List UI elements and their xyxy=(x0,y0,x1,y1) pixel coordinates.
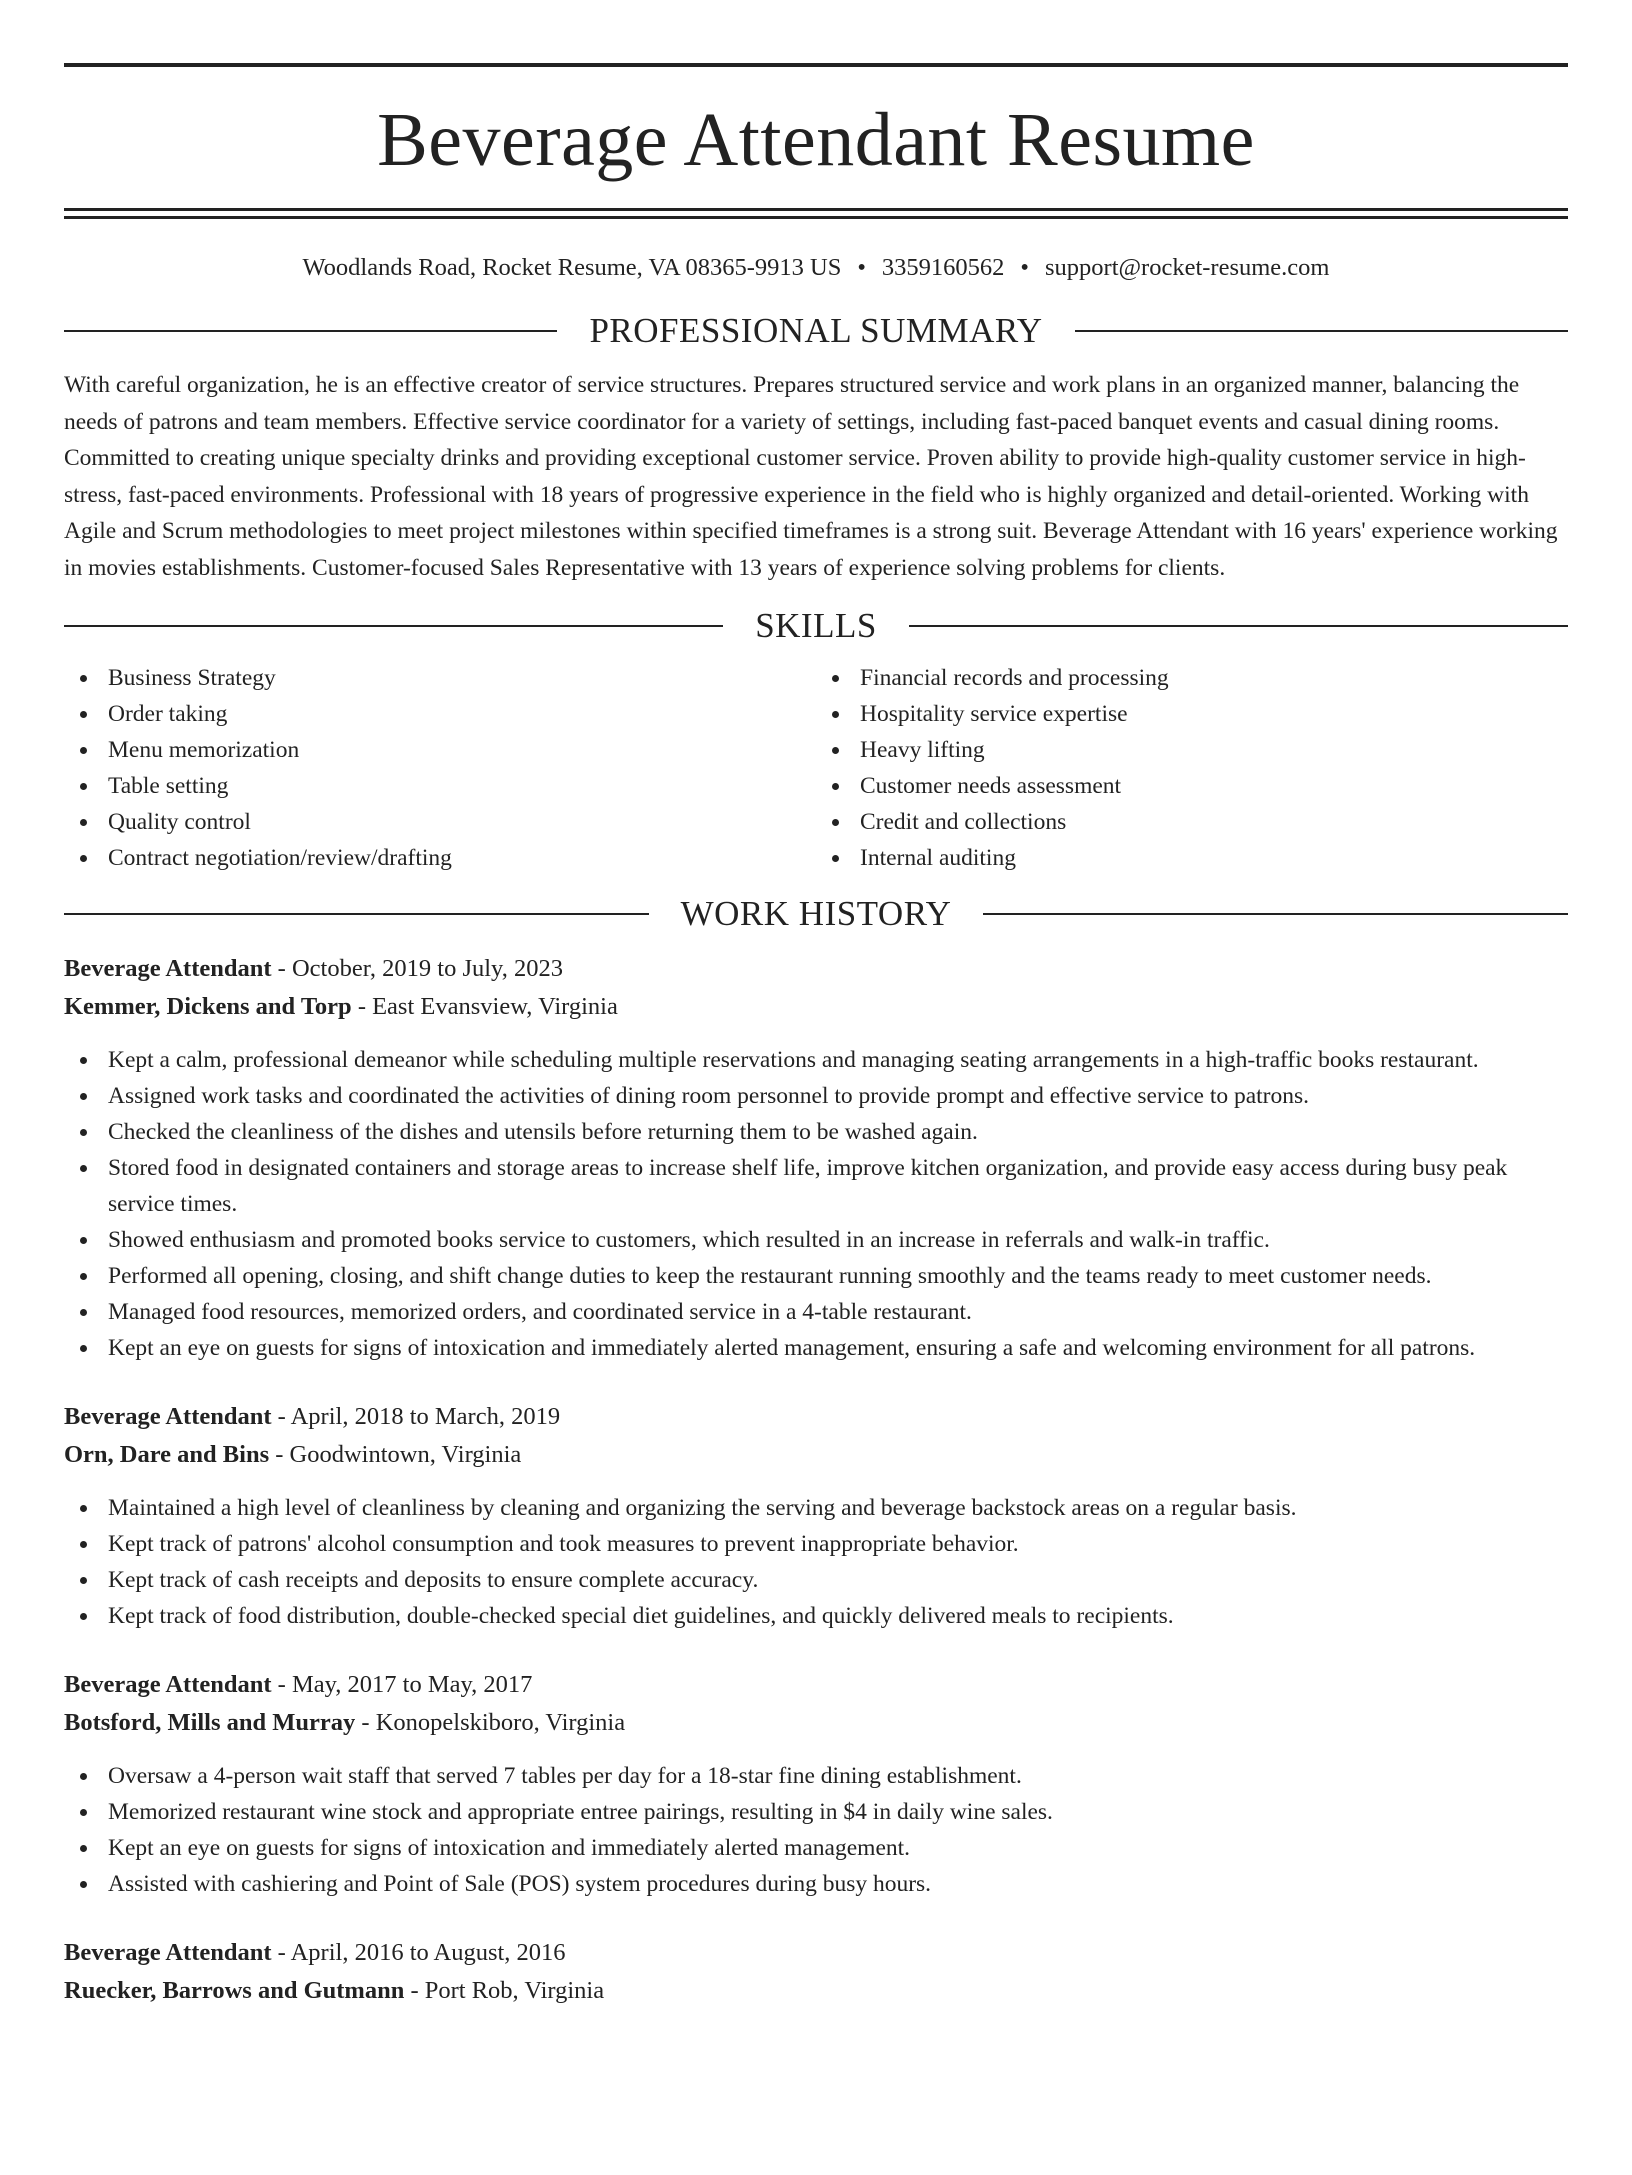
job-bullets xyxy=(64,1042,1568,1366)
job-bullet: Kept a calm, professional demeanor while scheduling multiple reservations and managing seating arrangements in a high-traffic books restaurant. xyxy=(108,1042,1568,1078)
resume-page xyxy=(0,63,1632,2175)
skill-item: Financial records and processing xyxy=(860,660,1568,696)
job-bullet: Kept an eye on guests for signs of intoxication and immediately alerted management, ensuring a safe and welcoming environment for all patrons. xyxy=(108,1330,1568,1366)
skill-item: Hospitality service expertise xyxy=(860,696,1568,732)
job-title: Beverage Attendant xyxy=(64,1939,272,1966)
heading-rule xyxy=(1075,330,1568,332)
heading-rule xyxy=(64,330,557,332)
job-title: Beverage Attendant xyxy=(64,955,272,982)
skills-column-left xyxy=(64,660,816,876)
job-bullet: Showed enthusiasm and promoted books service to customers, which resulted in an increase in referrals and walk-in traffic. xyxy=(108,1222,1568,1258)
job-entry xyxy=(64,950,1568,1366)
job-bullet: Oversaw a 4-person wait staff that served 7 tables per day for a 18-star fine dining establishment. xyxy=(108,1758,1568,1794)
job-bullet: Checked the cleanliness of the dishes and utensils before returning them to be washed again. xyxy=(108,1114,1568,1150)
skill-item: Business Strategy xyxy=(108,660,816,696)
job-location: - Goodwintown, Virginia xyxy=(269,1441,522,1468)
contact-address: Woodlands Road, Rocket Resume, VA 08365-9913 US xyxy=(302,254,842,281)
heading-rule xyxy=(64,625,723,627)
skill-item: Quality control xyxy=(108,804,816,840)
job-bullet: Managed food resources, memorized orders, and coordinated service in a 4-table restaurant. xyxy=(108,1294,1568,1330)
job-company-line xyxy=(64,1436,1568,1474)
job-bullet: Maintained a high level of cleanliness by cleaning and organizing the serving and beverage backstock areas on a regular basis. xyxy=(108,1490,1568,1526)
job-title: Beverage Attendant xyxy=(64,1671,272,1698)
job-location: - Konopelskiboro, Virginia xyxy=(355,1709,626,1736)
job-location: - Port Rob, Virginia xyxy=(404,1977,605,2004)
job-bullet: Kept track of cash receipts and deposits to ensure complete accuracy. xyxy=(108,1562,1568,1598)
job-title-line xyxy=(64,1666,1568,1704)
job-dates: - April, 2018 to March, 2019 xyxy=(271,1403,561,1430)
job-entry xyxy=(64,1934,1568,2010)
job-bullet: Kept track of patrons' alcohol consumption and took measures to prevent inappropriate behavior. xyxy=(108,1526,1568,1562)
skill-item: Heavy lifting xyxy=(860,732,1568,768)
heading-rule xyxy=(909,625,1568,627)
work-history-heading xyxy=(64,892,1568,936)
work-history-heading-label: WORK HISTORY xyxy=(680,894,952,933)
job-title-line xyxy=(64,950,1568,988)
job-location: - East Evansview, Virginia xyxy=(351,993,618,1020)
skills-column-right xyxy=(816,660,1568,876)
job-company: Orn, Dare and Bins xyxy=(64,1441,270,1468)
contact-phone: 3359160562 xyxy=(881,254,1005,281)
resume-title: Beverage Attendant Resume xyxy=(377,98,1255,182)
job-company: Botsford, Mills and Murray xyxy=(64,1709,356,1736)
heading-rule xyxy=(983,913,1568,915)
contact-separator: • xyxy=(1020,254,1029,281)
skill-item: Menu memorization xyxy=(108,732,816,768)
summary-text: With careful organization, he is an effective creator of service structures. Prepares structured service and work plans in an organized manner, balancing the needs of patrons and team members. Effective service coordinator for a variety of settings, including fast-paced banquet events and casual dining rooms. Committed to creating unique specialty drinks and providing exceptional customer service. Proven ability to provide high-quality customer service in high-stress, fast-paced environments. Professional with 18 years of progressive experience in the field who is highly organized and detail-oriented. Working with Agile and Scrum methodologies to meet project milestones within specified timeframes is a strong suit. Beverage Attendant with 16 years' experience working in movies establishments. Customer-focused Sales Representative with 13 years of experience solving problems for clients. xyxy=(64,372,1558,581)
job-entry xyxy=(64,1666,1568,1902)
skills-heading-label: SKILLS xyxy=(755,606,877,645)
job-bullet: Assigned work tasks and coordinated the activities of dining room personnel to provide prompt and effective service to patrons. xyxy=(108,1078,1568,1114)
contact-separator: • xyxy=(857,254,866,281)
job-title-line xyxy=(64,1398,1568,1436)
summary-heading xyxy=(64,309,1568,353)
job-bullet: Kept track of food distribution, double-checked special diet guidelines, and quickly delivered meals to recipients. xyxy=(108,1598,1568,1634)
job-bullets xyxy=(64,1758,1568,1902)
job-bullet: Performed all opening, closing, and shift change duties to keep the restaurant running smoothly and the teams ready to meet customer needs. xyxy=(108,1258,1568,1294)
job-bullet: Memorized restaurant wine stock and appropriate entree pairings, resulting in $4 in daily wine sales. xyxy=(108,1794,1568,1830)
job-entry xyxy=(64,1398,1568,1634)
job-title-line xyxy=(64,1934,1568,1972)
job-bullet: Assisted with cashiering and Point of Sale (POS) system procedures during busy hours. xyxy=(108,1866,1568,1902)
contact-email: support@rocket-resume.com xyxy=(1045,254,1330,281)
job-dates: - October, 2019 to July, 2023 xyxy=(271,955,563,982)
job-company-line xyxy=(64,1972,1568,2010)
job-company: Ruecker, Barrows and Gutmann xyxy=(64,1977,405,2004)
job-company-line xyxy=(64,1704,1568,1742)
skills-list xyxy=(64,660,1568,876)
skills-heading xyxy=(64,604,1568,648)
job-company-line xyxy=(64,988,1568,1026)
job-bullets xyxy=(64,1490,1568,1634)
heading-rule xyxy=(64,913,649,915)
job-company: Kemmer, Dickens and Torp xyxy=(64,993,352,1020)
job-bullet: Stored food in designated containers and storage areas to increase shelf life, improve kitchen organization, and provide easy access during busy peak service times. xyxy=(108,1150,1568,1222)
job-title: Beverage Attendant xyxy=(64,1403,272,1430)
job-dates: - April, 2016 to August, 2016 xyxy=(271,1939,566,1966)
skill-item: Table setting xyxy=(108,768,816,804)
top-rule xyxy=(64,63,1568,67)
skill-item: Credit and collections xyxy=(860,804,1568,840)
skill-item: Customer needs assessment xyxy=(860,768,1568,804)
skill-item: Contract negotiation/review/drafting xyxy=(108,840,816,876)
job-bullet: Kept an eye on guests for signs of intoxication and immediately alerted management. xyxy=(108,1830,1568,1866)
title-double-rule xyxy=(64,208,1568,219)
contact-line xyxy=(64,253,1568,283)
skill-item: Internal auditing xyxy=(860,840,1568,876)
job-dates: - May, 2017 to May, 2017 xyxy=(271,1671,533,1698)
skill-item: Order taking xyxy=(108,696,816,732)
summary-heading-label: PROFESSIONAL SUMMARY xyxy=(589,311,1043,350)
